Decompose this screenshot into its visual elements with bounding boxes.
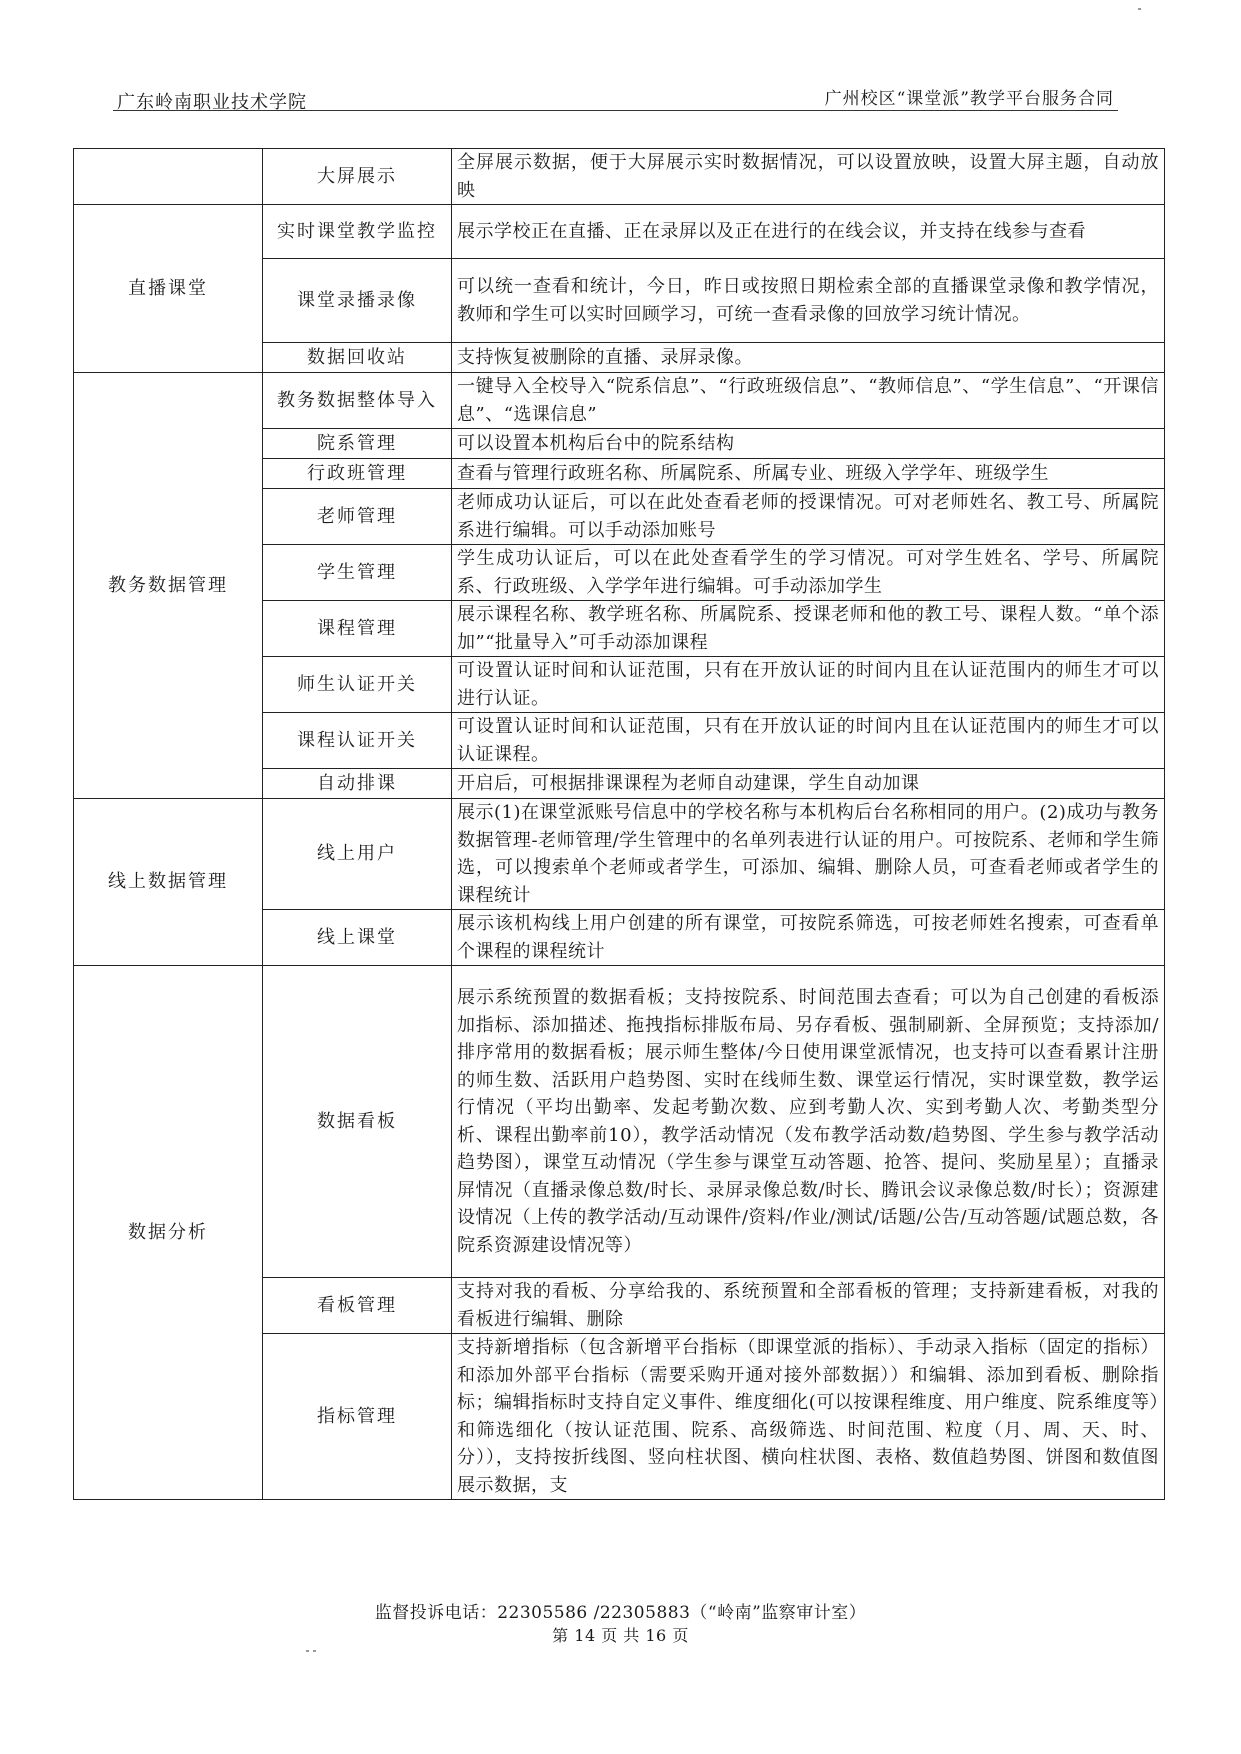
- description-cell: 开启后，可根据排课课程为老师自动建课，学生自动加课: [452, 769, 1165, 799]
- description-cell: 支持对我的看板、分享给我的、系统预置和全部看板的管理；支持新建看板，对我的看板进行编辑、删除: [452, 1278, 1165, 1334]
- description-cell: 展示学校正在直播、正在录屏以及正在进行的在线会议，并支持在线参与查看: [452, 205, 1165, 259]
- description-cell: 可以统一查看和统计，今日，昨日或按照日期检索全部的直播课堂录像和教学情况，教师和学生可以实时回顾学习，可统一查看录像的回放学习统计情况。: [452, 259, 1165, 343]
- description-cell: 展示(1)在课堂派账号信息中的学校名称与本机构后台名称相同的用户。(2)成功与教务数据管理-老师管理/学生管理中的名单列表进行认证的用户。可按院系、老师和学生筛选，可以搜索单个老师或者学生，可添加、编辑、删除人员，可查看老师或者学生的课程统计: [452, 799, 1165, 910]
- table-row: [74, 205, 1165, 259]
- table-row: [74, 799, 1165, 910]
- function-cell: 自动排课: [263, 769, 452, 799]
- description-cell: 老师成功认证后，可以在此处查看老师的授课情况。可对老师姓名、教工号、所属院系进行编辑。可以手动添加账号: [452, 489, 1165, 545]
- scan-speck: [313, 1650, 316, 1652]
- description-cell: 可设置认证时间和认证范围，只有在开放认证的时间内且在认证范围内的师生才可以认证课程。: [452, 713, 1165, 769]
- function-cell: 线上用户: [263, 799, 452, 910]
- category-cell: 直播课堂: [74, 205, 263, 373]
- scan-speck: [1138, 8, 1141, 10]
- table-row: [74, 373, 1165, 429]
- description-cell: 全屏展示数据，便于大屏展示实时数据情况，可以设置放映，设置大屏主题，自动放映: [452, 149, 1165, 205]
- function-cell: 老师管理: [263, 489, 452, 545]
- category-cell: 教务数据管理: [74, 373, 263, 799]
- complaint-hotline: 监督投诉电话：22305586 /22305883（“岭南”监察审计室）: [374, 1603, 867, 1623]
- category-cell: 数据分析: [74, 966, 263, 1500]
- description-cell: 支持恢复被删除的直播、录屏录像。: [452, 343, 1165, 373]
- description-cell: 可以设置本机构后台中的院系结构: [452, 429, 1165, 459]
- function-cell: 行政班管理: [263, 459, 452, 489]
- function-cell: 线上课堂: [263, 910, 452, 966]
- function-cell: 数据回收站: [263, 343, 452, 373]
- header-divider: [113, 110, 1118, 111]
- header-institution: 广东岭南职业技术学院: [117, 92, 307, 113]
- function-cell: 数据看板: [263, 966, 452, 1278]
- description-cell: 展示该机构线上用户创建的所有课堂，可按院系筛选，可按老师姓名搜索，可查看单个课程的课程统计: [452, 910, 1165, 966]
- scan-speck: [306, 1650, 309, 1652]
- description-cell: 展示系统预置的数据看板；支持按院系、时间范围去查看；可以为自己创建的看板添加指标、添加描述、拖拽指标排版布局、另存看板、强制刷新、全屏预览；支持添加/排序常用的数据看板；展示师生整体/今日使用课堂派情况，也支持可以查看累计注册的师生数、活跃用户趋势图、实时在线师生数、课堂运行情况，实时课堂数，教学运行情况（平均出勤率、发起考勤次数、应到考勤人次、实到考勤人次、考勤类型分析、课程出勤率前10），教学活动情况（发布教学活动数/趋势图、学生参与教学活动趋势图），课堂互动情况（学生参与课堂互动答题、抢答、提问、奖励星星）；直播录屏情况（直播录像总数/时长、录屏录像总数/时长、腾讯会议录像总数/时长）；资源建设情况（上传的教学活动/互动课件/资料/作业/测试/话题/公告/互动答题/试题总数，各院系资源建设情况等）: [452, 966, 1165, 1278]
- description-cell: 可设置认证时间和认证范围，只有在开放认证的时间内且在认证范围内的师生才可以进行认证。: [452, 657, 1165, 713]
- function-cell: 实时课堂教学监控: [263, 205, 452, 259]
- function-cell: 课堂录播录像: [263, 259, 452, 343]
- function-cell: 课程管理: [263, 601, 452, 657]
- function-cell: 学生管理: [263, 545, 452, 601]
- function-cell: 师生认证开关: [263, 657, 452, 713]
- description-cell: 展示课程名称、教学班名称、所属院系、授课老师和他的教工号、课程人数。“单个添加”“批量导入”可手动添加课程: [452, 601, 1165, 657]
- function-cell: 大屏展示: [263, 149, 452, 205]
- function-cell: 院系管理: [263, 429, 452, 459]
- page-header: [113, 82, 1118, 112]
- category-cell-continued: [74, 149, 263, 205]
- page-number: 第 14 页 共 16 页: [552, 1626, 689, 1645]
- description-cell: 学生成功认证后，可以在此处查看学生的学习情况。可对学生姓名、学号、所属院系、行政班级、入学学年进行编辑。可手动添加学生: [452, 545, 1165, 601]
- function-cell: 课程认证开关: [263, 713, 452, 769]
- table-row: [74, 149, 1165, 205]
- description-cell: 查看与管理行政班名称、所属院系、所属专业、班级入学学年、班级学生: [452, 459, 1165, 489]
- function-cell: 指标管理: [263, 1334, 452, 1500]
- function-cell: 教务数据整体导入: [263, 373, 452, 429]
- header-document-title: 广州校区“课堂派”教学平台服务合同: [824, 89, 1114, 109]
- function-cell: 看板管理: [263, 1278, 452, 1334]
- description-cell: 一键导入全校导入“院系信息”、“行政班级信息”、“教师信息”、“学生信息”、“开课信息”、“选课信息”: [452, 373, 1165, 429]
- description-cell: 支持新增指标（包含新增平台指标（即课堂派的指标）、手动录入指标（固定的指标）和添加外部平台指标（需要采购开通对接外部数据））和编辑、添加到看板、删除指标；编辑指标时支持自定义事件、维度细化(可以按课程维度、用户维度、院系维度等）和筛选细化（按认证范围、院系、高级筛选、时间范围、粒度（月、周、天、时、分）），支持按折线图、竖向柱状图、横向柱状图、表格、数值趋势图、饼图和数值图展示数据，支: [452, 1334, 1165, 1500]
- category-cell: 线上数据管理: [74, 799, 263, 966]
- feature-table: [73, 148, 1165, 1500]
- table-row: [74, 966, 1165, 1278]
